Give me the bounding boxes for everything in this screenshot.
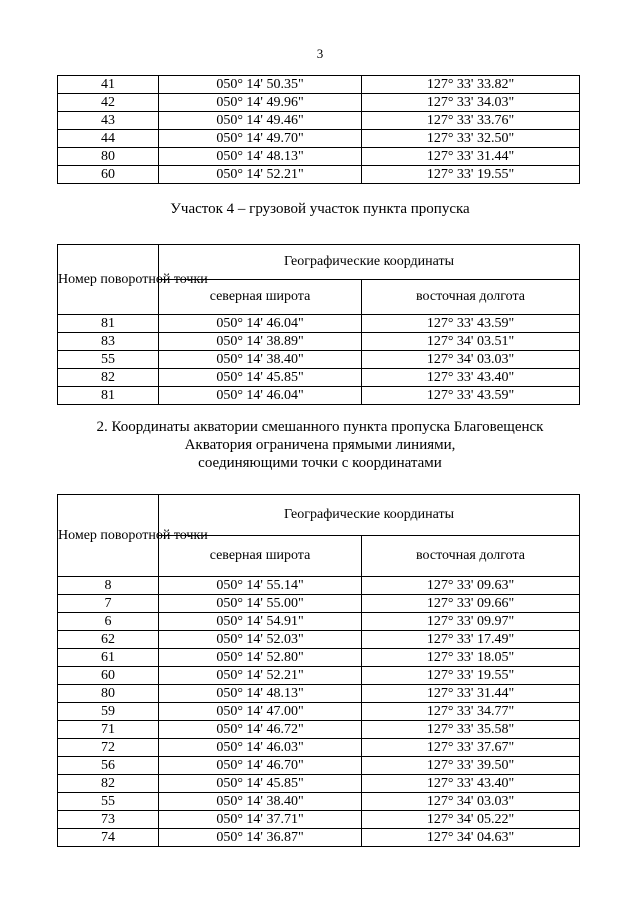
cell-north-latitude: 050° 14' 52.80" [159,649,362,667]
table-row [58,739,580,757]
cell-east-longitude: 127° 33' 31.44" [362,148,580,166]
table-row [58,166,580,184]
cell-point-number: 82 [58,369,159,387]
cell-north-latitude: 050° 14' 46.03" [159,739,362,757]
cell-north-latitude: 050° 14' 46.72" [159,721,362,739]
cell-north-latitude: 050° 14' 38.89" [159,333,362,351]
cell-point-number: 41 [58,76,159,94]
cell-north-latitude: 050° 14' 46.70" [159,757,362,775]
cell-north-latitude: 050° 14' 46.04" [159,387,362,405]
page-number: 3 [316,46,324,61]
header-north-latitude: северная широта [159,536,362,577]
section-4-title: Участок 4 – грузовой участок пункта пропуска [170,201,470,217]
cell-east-longitude: 127° 33' 43.40" [362,775,580,793]
table-row [58,148,580,166]
table-row [58,315,580,333]
table-row [58,94,580,112]
cell-point-number: 81 [58,315,159,333]
cell-north-latitude: 050° 14' 36.87" [159,829,362,847]
coordinates-table-continued [57,75,580,184]
table-row [58,811,580,829]
cell-point-number: 7 [58,595,159,613]
cell-north-latitude: 050° 14' 52.21" [159,667,362,685]
cell-point-number: 43 [58,112,159,130]
table-row [58,667,580,685]
cell-east-longitude: 127° 33' 43.59" [362,315,580,333]
cell-north-latitude: 050° 14' 37.71" [159,811,362,829]
cell-east-longitude: 127° 33' 31.44" [362,685,580,703]
cell-north-latitude: 050° 14' 49.46" [159,112,362,130]
cell-north-latitude: 050° 14' 49.96" [159,94,362,112]
cell-point-number: 6 [58,613,159,631]
cell-point-number: 80 [58,148,159,166]
table-body [58,315,580,405]
header-point-number: Номер поворотной точки [58,245,159,315]
table-row [58,351,580,369]
cell-east-longitude: 127° 34' 03.03" [362,351,580,369]
cell-north-latitude: 050° 14' 55.00" [159,595,362,613]
cell-point-number: 56 [58,757,159,775]
table-row [58,775,580,793]
cell-north-latitude: 050° 14' 48.13" [159,685,362,703]
header-north-latitude: северная широта [159,280,362,315]
cell-east-longitude: 127° 33' 33.82" [362,76,580,94]
cell-east-longitude: 127° 33' 09.66" [362,595,580,613]
cell-east-longitude: 127° 34' 05.22" [362,811,580,829]
cell-north-latitude: 050° 14' 47.00" [159,703,362,721]
cell-north-latitude: 050° 14' 38.40" [159,351,362,369]
cell-point-number: 59 [58,703,159,721]
table-row [58,685,580,703]
table-row [58,703,580,721]
cell-north-latitude: 050° 14' 49.70" [159,130,362,148]
cell-point-number: 83 [58,333,159,351]
table-row [58,76,580,94]
cell-point-number: 73 [58,811,159,829]
cell-point-number: 81 [58,387,159,405]
cell-point-number: 8 [58,577,159,595]
table-row [58,577,580,595]
cell-north-latitude: 050° 14' 55.14" [159,577,362,595]
cell-east-longitude: 127° 34' 03.51" [362,333,580,351]
cell-point-number: 72 [58,739,159,757]
table-body [58,76,580,184]
cell-east-longitude: 127° 33' 17.49" [362,631,580,649]
cell-north-latitude: 050° 14' 45.85" [159,369,362,387]
table-row [58,793,580,811]
cell-point-number: 60 [58,667,159,685]
cell-point-number: 44 [58,130,159,148]
cell-east-longitude: 127° 33' 43.59" [362,387,580,405]
table-row [58,721,580,739]
table-body [58,577,580,847]
table-row [58,613,580,631]
cell-north-latitude: 050° 14' 52.03" [159,631,362,649]
cell-point-number: 60 [58,166,159,184]
table-row [58,649,580,667]
cell-east-longitude: 127° 34' 03.03" [362,793,580,811]
cell-point-number: 82 [58,775,159,793]
table-row [58,387,580,405]
cell-north-latitude: 050° 14' 38.40" [159,793,362,811]
cell-east-longitude: 127° 33' 37.67" [362,739,580,757]
table-row [58,112,580,130]
section-2-title-line1: 2. Координаты акватории смешанного пункта пропуска Благовещенск [96,419,544,435]
cell-point-number: 42 [58,94,159,112]
cell-east-longitude: 127° 33' 39.50" [362,757,580,775]
cell-point-number: 80 [58,685,159,703]
cell-east-longitude: 127° 33' 33.76" [362,112,580,130]
table-row [58,369,580,387]
cell-point-number: 55 [58,793,159,811]
cell-east-longitude: 127° 33' 19.55" [362,667,580,685]
water-area-coordinates-table [57,494,580,847]
cell-north-latitude: 050° 14' 45.85" [159,775,362,793]
header-point-number: Номер поворотной точки [58,495,159,577]
cell-point-number: 74 [58,829,159,847]
cell-east-longitude: 127° 33' 18.05" [362,649,580,667]
section-2-title-line2: Акватория ограничена прямыми линиями, [184,437,456,453]
cell-point-number: 71 [58,721,159,739]
cell-north-latitude: 050° 14' 50.35" [159,76,362,94]
cell-east-longitude: 127° 34' 04.63" [362,829,580,847]
cell-east-longitude: 127° 33' 09.63" [362,577,580,595]
cell-point-number: 61 [58,649,159,667]
cell-point-number: 55 [58,351,159,369]
cell-east-longitude: 127° 33' 32.50" [362,130,580,148]
header-east-longitude: восточная долгота [362,280,580,315]
table-row [58,829,580,847]
cell-north-latitude: 050° 14' 48.13" [159,148,362,166]
cell-east-longitude: 127° 33' 09.97" [362,613,580,631]
table-row [58,333,580,351]
section-2-title-line3: соединяющими точки с координатами [198,455,442,471]
header-geo-coordinates: Географические координаты [159,245,580,280]
cell-east-longitude: 127° 33' 34.03" [362,94,580,112]
cell-east-longitude: 127° 33' 35.58" [362,721,580,739]
cell-north-latitude: 050° 14' 46.04" [159,315,362,333]
table-row [58,595,580,613]
table-row [58,130,580,148]
cell-north-latitude: 050° 14' 54.91" [159,613,362,631]
cell-east-longitude: 127° 33' 43.40" [362,369,580,387]
cargo-section-coordinates-table [57,244,580,405]
cell-east-longitude: 127° 33' 34.77" [362,703,580,721]
header-geo-coordinates: Географические координаты [159,495,580,536]
cell-east-longitude: 127° 33' 19.55" [362,166,580,184]
table-row [58,757,580,775]
cell-point-number: 62 [58,631,159,649]
cell-north-latitude: 050° 14' 52.21" [159,166,362,184]
table-row [58,631,580,649]
header-east-longitude: восточная долгота [362,536,580,577]
